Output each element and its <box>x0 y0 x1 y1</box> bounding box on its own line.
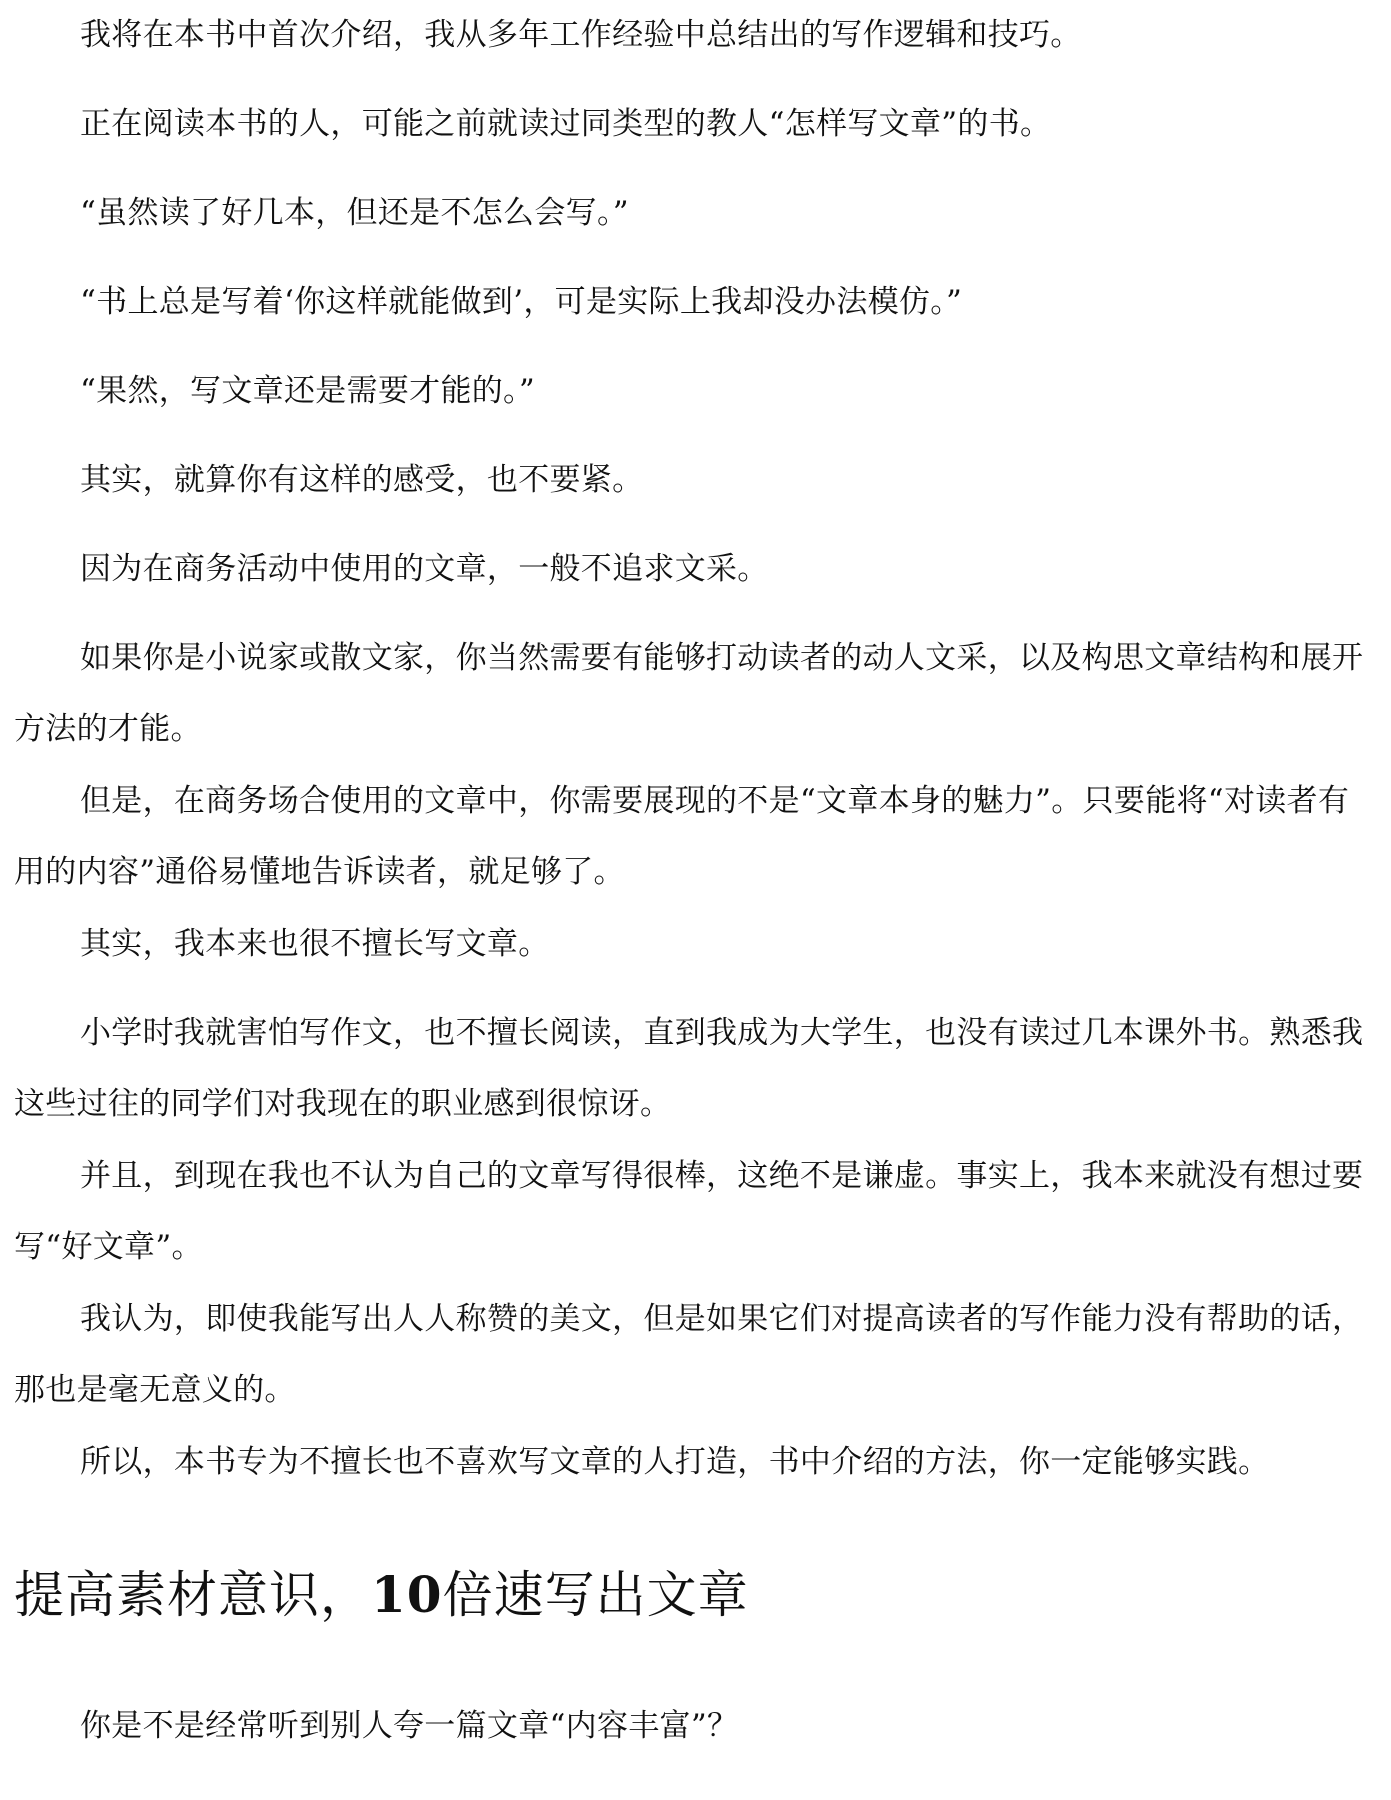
paragraph-3: “虽然读了好几本，但还是不怎么会写。” <box>80 195 629 231</box>
heading-suffix: 倍速写出文章 <box>442 1566 749 1624</box>
paragraph-11: 小学时我就害怕写作文，也不擅长阅读，直到我成为大学生，也没有读过几本课外书。熟悉我这些过往的同学们对我现在的职业感到很惊讶。 <box>14 1015 1364 1122</box>
paragraph-2: 正在阅读本书的人，可能之前就读过同类型的教人“怎样写文章”的书。 <box>80 106 1052 142</box>
paragraph-14: 所以，本书专为不擅长也不喜欢写文章的人打造，书中介绍的方法，你一定能够实践。 <box>80 1444 1270 1480</box>
paragraph-6: 其实，就算你有这样的感受，也不要紧。 <box>80 462 644 498</box>
paragraph-10: 其实，我本来也很不擅长写文章。 <box>80 926 550 962</box>
paragraph-after-heading: 你是不是经常听到别人夸一篇文章“内容丰富”？ <box>80 1708 739 1744</box>
heading-number: 10 <box>371 1565 443 1624</box>
paragraph-9: 但是，在商务场合使用的文章中，你需要展现的不是“文章本身的魅力”。只要能将“对读者有用的内容”通俗易懂地告诉读者，就足够了。 <box>14 783 1350 890</box>
heading-prefix: 提高素材意识， <box>14 1566 371 1624</box>
paragraph-8: 如果你是小说家或散文家，你当然需要有能够打动读者的动人文采，以及构思文章结构和展开方法的才能。 <box>14 640 1364 747</box>
paragraph-5: “果然，写文章还是需要才能的。” <box>80 373 535 409</box>
paragraph-12: 并且，到现在我也不认为自己的文章写得很棒，这绝不是谦虚。事实上，我本来就没有想过要写“好文章”。 <box>14 1158 1364 1265</box>
paragraph-4: “书上总是写着‘你这样就能做到’，可是实际上我却没办法模仿。” <box>80 284 963 320</box>
paragraph-13: 我认为，即使我能写出人人称赞的美文，但是如果它们对提高读者的写作能力没有帮助的话，那也是毫无意义的。 <box>14 1301 1364 1408</box>
paragraph-1: 我将在本书中首次介绍，我从多年工作经验中总结出的写作逻辑和技巧。 <box>80 17 1082 53</box>
paragraph-7: 因为在商务活动中使用的文章，一般不追求文采。 <box>80 551 769 587</box>
section-heading <box>14 1560 749 1630</box>
